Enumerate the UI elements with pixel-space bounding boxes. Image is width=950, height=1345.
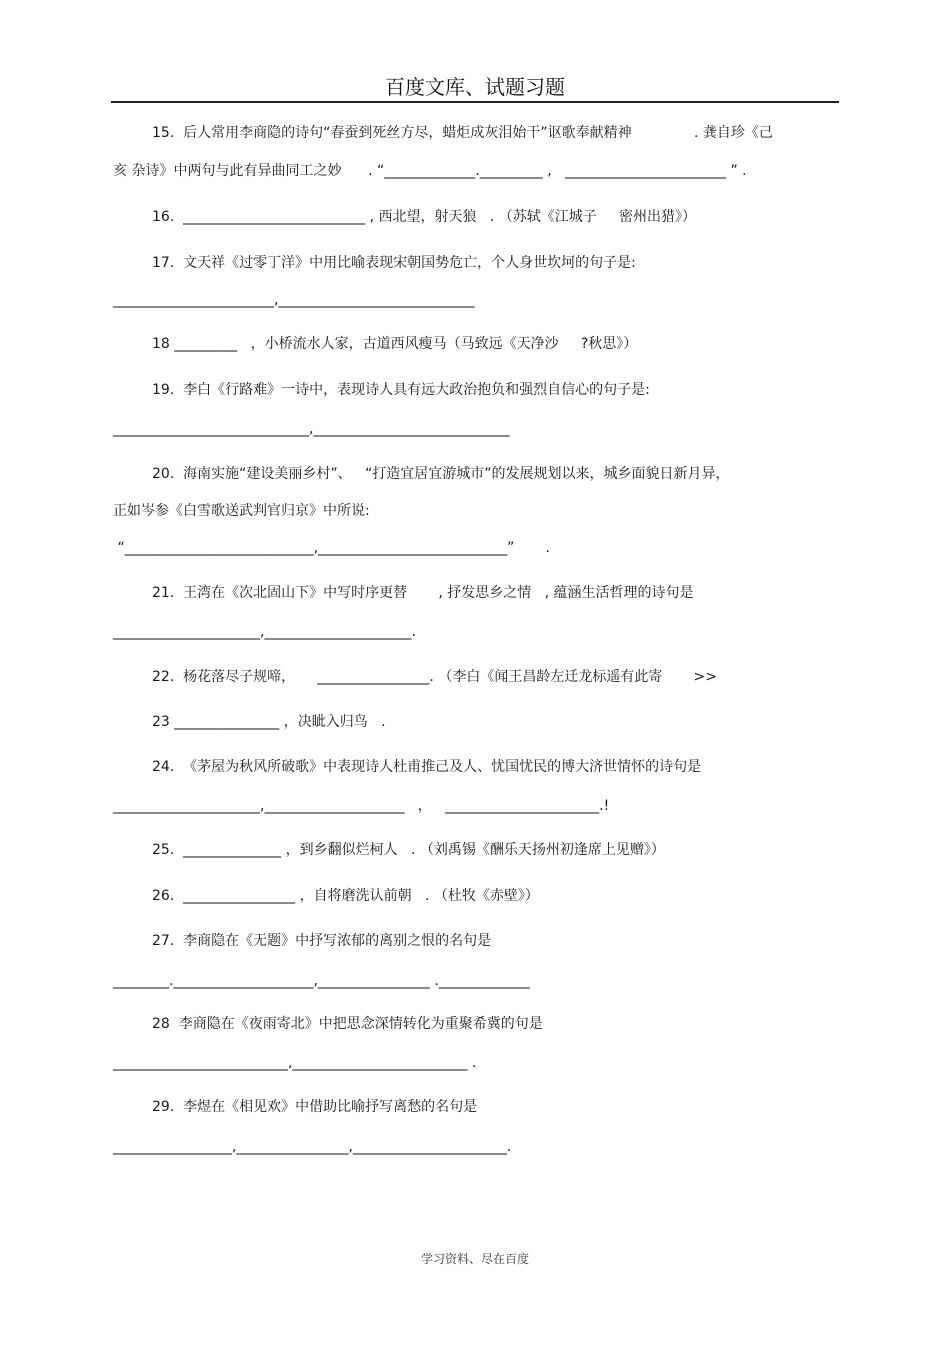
question-18: 18 _________ ，小桥流水人家，古道西风瘦马（马致远《天净沙 ?秋思》） (152, 336, 638, 352)
question-20-blank: “___________________________,___________________________” . (113, 540, 551, 556)
question-20-line-2: 正如岑参《白雪歌送武判官归京》中所说: (113, 503, 370, 519)
question-20-line-1: 20. 海南实施“建设美丽乡村”、 “打造宜居宜游城市”的发展规划以来，城乡面貌日新月异， (152, 466, 730, 482)
question-22: 22. 杨花落尽子规啼， ________________. （李白《闻王昌龄左迁龙标遥有此寄 >> (152, 669, 717, 685)
question-28: 28 李商隐在《夜雨寄北》中把思念深情转化为重聚希冀的句是 (152, 1016, 543, 1032)
question-24-blank: _____________________,____________________ ， ______________________.! (113, 798, 610, 814)
question-21-blank: _____________________,_____________________. (113, 624, 416, 640)
question-16: 16. __________________________ , 西北望，射天狼 . （苏轼《江城子 密州出猎》） (152, 209, 697, 225)
question-26: 26. ________________ ，自将磨洗认前朝 . （杜牧《赤壁》） (152, 888, 539, 904)
question-27-blank: ________.____________________,________________ ._____________ (113, 973, 530, 989)
header-rule (111, 101, 839, 103)
question-24: 24. 《茅屋为秋风所破歌》中表现诗人杜甫推己及人、忧国忧民的博大济世情怀的诗句是 (152, 759, 702, 775)
page-footer: 学习资料、尽在百度 (420, 1252, 529, 1266)
question-19-blank: ____________________________,____________________________ (113, 421, 510, 437)
question-21: 21. 王湾在《次北固山下》中写时序更替 , 抒发思乡之情 , 蕴涵生活哲理的诗句是 (152, 585, 694, 601)
question-15-line-2: 亥 杂诗》中两句与此有异曲同工之妙 . “_____________._________ , _______________________ ” . (113, 163, 747, 179)
page-header-title: 百度文库、试题习题 (385, 75, 565, 99)
question-23: 23 _______________ ，决眦入归鸟 . (152, 714, 386, 730)
question-29: 29. 李煜在《相见欢》中借助比喻抒写离愁的名句是 (152, 1099, 478, 1115)
question-25: 25. ______________ ，到乡翻似烂柯人 . （刘禹锡《酬乐天扬州初逢席上见赠》） (152, 842, 665, 858)
question-29-blank: _________________,________________,______________________. (113, 1139, 512, 1155)
question-15-line-1: 15. 后人常用李商隐的诗句“春蚕到死丝方尽，蜡炬成灰泪始干”讴歌奉献精神 . 龚自珍《己 (152, 125, 773, 141)
question-17: 17. 文天祥《过零丁洋》中用比喻表现宋朝国势危亡，个人身世坎坷的句子是: (152, 255, 636, 271)
question-28-blank: _________________________,_________________________ . (113, 1055, 477, 1071)
question-17-blank: _______________________,____________________________ (113, 292, 475, 308)
question-19: 19. 李白《行路难》一诗中，表现诗人具有远大政治抱负和强烈自信心的句子是: (152, 382, 650, 398)
question-27: 27. 李商隐在《无题》中抒写浓郁的离别之恨的名句是 (152, 933, 492, 949)
